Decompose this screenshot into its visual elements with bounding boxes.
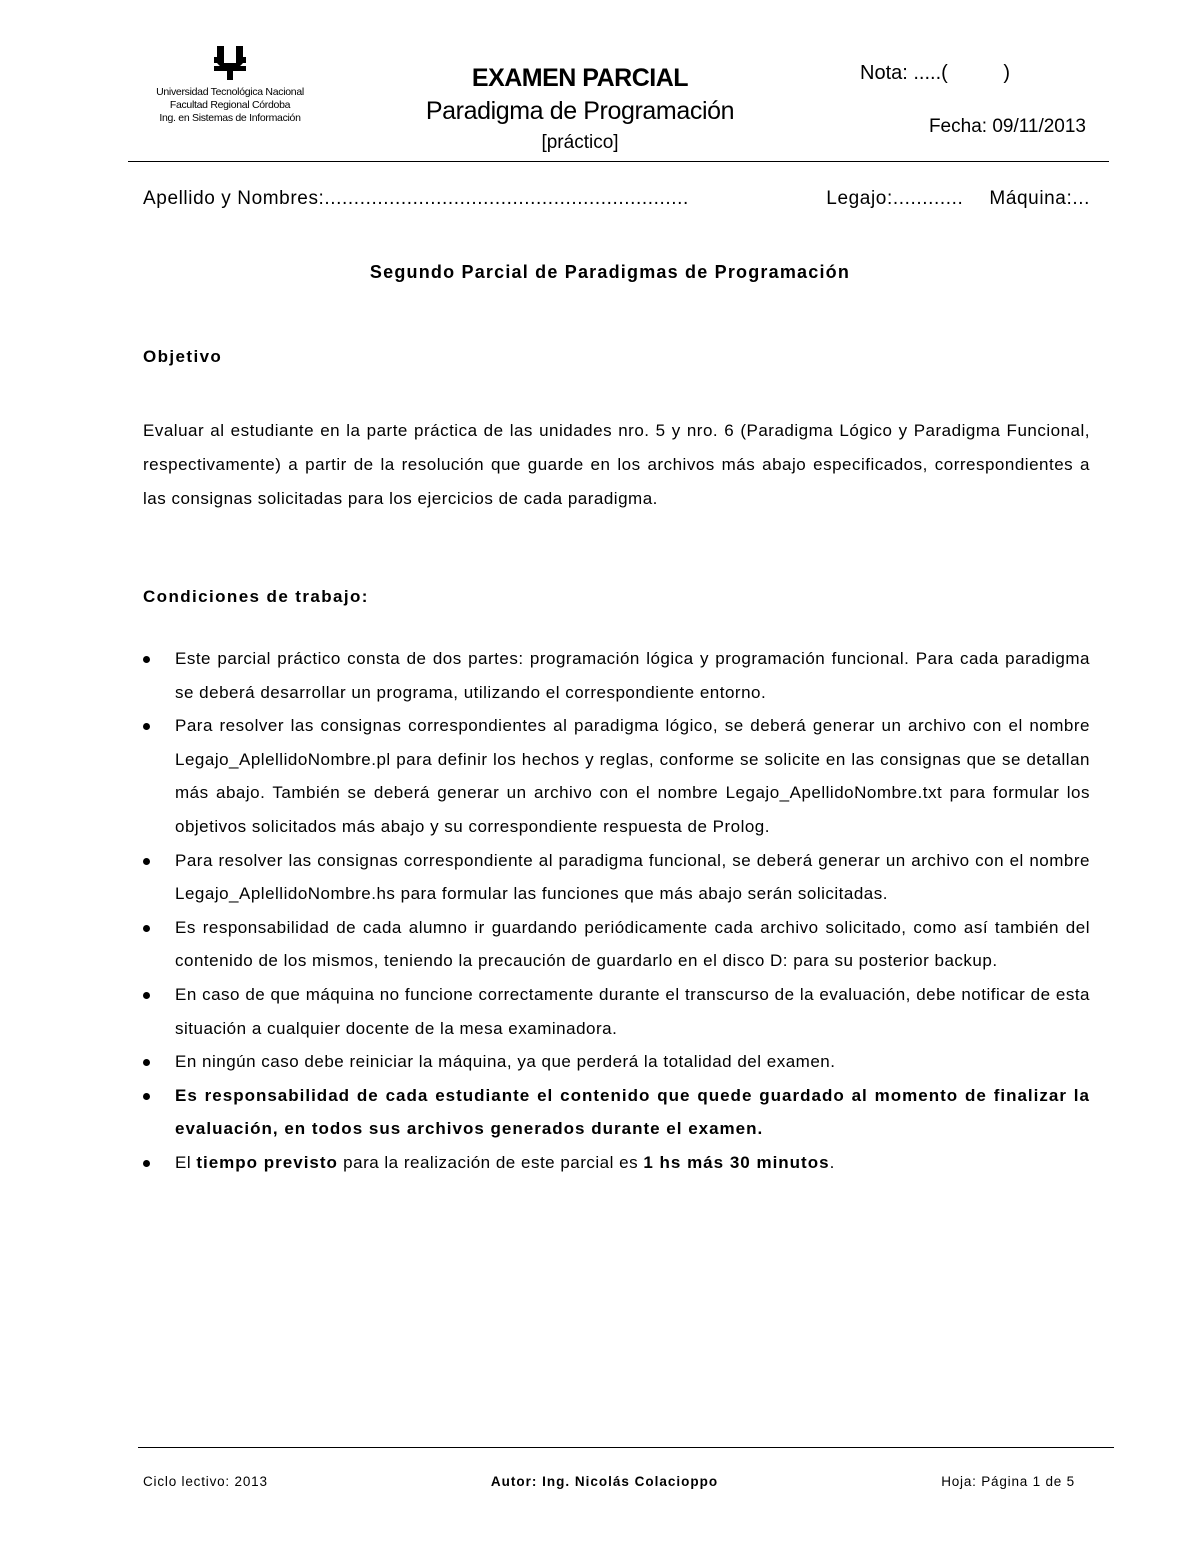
list-item: Es responsabilidad de cada estudiante el contenido que quede guardado al momento de finalizar la evaluación, en todos sus archivos generados durante el examen. (143, 1079, 1090, 1146)
header-divider (128, 161, 1109, 162)
condiciones-title: Condiciones de trabajo: (143, 587, 369, 606)
bullet-icon (143, 1059, 150, 1066)
machine-field: Máquina:... (989, 188, 1090, 209)
department-name: Ing. en Sistemas de Información (159, 112, 301, 124)
student-name-field: Apellido y Nombres:.............................................................. (143, 188, 689, 209)
footer-divider (138, 1447, 1114, 1448)
footer-author: Autor: Ing. Nicolás Colacioppo (490, 1474, 719, 1489)
grade-field: Nota: .....( ) (860, 62, 1011, 84)
exam-title: EXAMEN PARCIAL (471, 64, 689, 92)
student-fields (143, 188, 1090, 210)
bullet-icon (143, 858, 150, 865)
list-item: El tiempo previsto para la realización de este parcial es 1 hs más 30 minutos. (143, 1146, 1090, 1180)
list-item: Es responsabilidad de cada alumno ir guardando periódicamente cada archivo solicitado, como así también del contenido de los mismos, teniendo la precaución de guardarlo en el disco D: para su posterior backup. (143, 911, 1090, 978)
footer-cycle: Ciclo lectivo: 2013 (143, 1474, 268, 1489)
list-item: Este parcial práctico consta de dos partes: programación lógica y programación funcional. Para cada paradigma se deberá desarrollar un programa, utilizando el correspondiente entorno. (143, 642, 1090, 709)
bullet-icon (143, 925, 150, 932)
list-item: Para resolver las consignas correspondiente al paradigma funcional, se deberá generar un archivo con el nombre Legajo_AplellidoNombre.hs para formular las funciones que más abajo serán solicitadas. (143, 844, 1090, 911)
exam-kind: [práctico] (541, 132, 619, 153)
bullet-icon (143, 1093, 150, 1100)
bullet-icon (143, 992, 150, 999)
page-footer (143, 1474, 1075, 1489)
list-item: Para resolver las consignas correspondientes al paradigma lógico, se deberá generar un archivo con el nombre Legajo_AplellidoNombre.pl para definir los hechos y reglas, conforme se solicite en las consignas que se detallan más abajo. También se deberá generar un archivo con el nombre Legajo_ApellidoNombre.txt para formular los objetivos solicitados más abajo y su correspondiente respuesta de Prolog. (143, 709, 1090, 843)
institution-block (130, 44, 330, 125)
bullet-icon (143, 723, 150, 730)
list-item: En ningún caso debe reiniciar la máquina, ya que perderá la totalidad del examen. (143, 1045, 1090, 1079)
utn-logo-icon (213, 44, 247, 82)
exam-title-block (380, 62, 780, 158)
exam-subject: Paradigma de Programación (425, 97, 735, 125)
list-item: En caso de que máquina no funcione correctamente durante el transcurso de la evaluación, debe notificar de esta situación a cualquier docente de la mesa examinadora. (143, 978, 1090, 1045)
bullet-icon (143, 656, 150, 663)
university-name: Universidad Tecnológica Nacional (156, 86, 304, 98)
condiciones-list (143, 642, 1090, 1180)
footer-page: Hoja: Página 1 de 5 (941, 1474, 1075, 1489)
objetivo-title: Objetivo (143, 347, 223, 366)
bullet-icon (143, 1160, 150, 1167)
faculty-name: Facultad Regional Córdoba (169, 99, 291, 111)
document-heading: Segundo Parcial de Paradigmas de Programación (369, 262, 851, 282)
exam-date: Fecha: 09/11/2013 (928, 116, 1086, 137)
legajo-field: Legajo:............ (826, 188, 964, 209)
objetivo-text: Evaluar al estudiante en la parte práctica de las unidades nro. 5 y nro. 6 (Paradigma Lógico y Paradigma Funcional, respectivamente) a partir de la resolución que guarde en los archivos más abajo especificados, correspondientes a las consignas solicitadas para los ejercicios de cada paradigma. (143, 421, 1090, 508)
